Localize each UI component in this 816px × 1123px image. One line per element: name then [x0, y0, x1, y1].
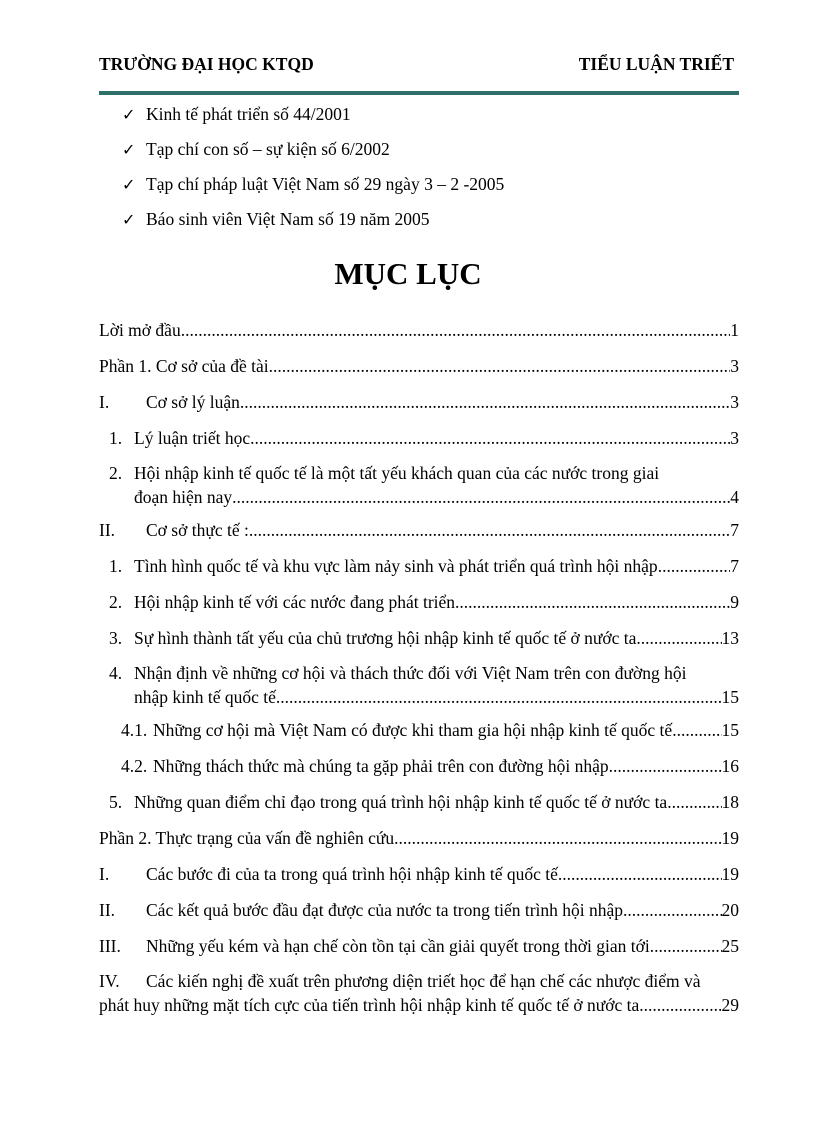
- toc-entry-number: III.: [99, 936, 121, 956]
- toc-entry-text-line1: Hội nhập kinh tế quốc tế là một tất yếu khách quan của các nước trong giai: [134, 463, 660, 483]
- toc-entry-page: 7: [730, 556, 739, 576]
- toc-entry[interactable]: [99, 790, 739, 814]
- reference-text: Báo sinh viên Việt Nam số 19 năm 2005: [146, 209, 430, 229]
- check-icon: ✓: [122, 140, 136, 159]
- reference-list: [122, 102, 504, 242]
- toc-leader: [250, 426, 730, 450]
- toc-entry-text-line1: Nhận định về những cơ hội và thách thức đối với Việt Nam trên con đường hội: [134, 663, 687, 683]
- toc-entry-page: 15: [721, 720, 739, 740]
- toc-leader: [636, 626, 721, 650]
- toc-entry-text: Phần 2. Thực trạng của vấn đề nghiên cứu: [99, 828, 395, 848]
- toc-entry-page: 16: [721, 756, 739, 776]
- toc-entry[interactable]: [99, 661, 739, 709]
- toc-leader: [558, 862, 722, 886]
- toc-entry[interactable]: [99, 826, 739, 850]
- toc-entry-number: 4.: [109, 663, 123, 683]
- toc-entry-text: Những yếu kém và hạn chế còn tồn tại cần giải quyết trong thời gian tới: [146, 936, 650, 956]
- header-divider: [99, 91, 739, 95]
- toc-leader: [623, 898, 721, 922]
- toc-entry[interactable]: [99, 934, 739, 958]
- toc-entry-text: Lý luận triết học: [134, 428, 251, 448]
- toc-leader: [609, 754, 722, 778]
- check-icon: ✓: [122, 105, 136, 124]
- reference-item: [122, 172, 504, 207]
- toc-entry-text: Sự hình thành tất yếu của chủ trương hội nhập kinh tế quốc tế ở nước ta: [134, 628, 637, 648]
- toc-leader: [455, 590, 730, 614]
- toc-entry-text: Tình hình quốc tế và khu vực làm nảy sinh và phát triển quá trình hội nhập: [134, 556, 658, 576]
- toc-entry-page: 4: [730, 487, 739, 507]
- toc-entry-number: II.: [99, 520, 116, 540]
- toc-entry[interactable]: [99, 754, 739, 778]
- header-doc-title: TIỂU LUẬN TRIẾT: [578, 54, 734, 74]
- toc-entry-page: 7: [730, 520, 739, 540]
- toc-entry[interactable]: [99, 590, 739, 614]
- toc-leader: [667, 790, 721, 814]
- toc-leader: [658, 554, 731, 578]
- toc-entry[interactable]: [99, 718, 739, 742]
- check-icon: ✓: [122, 210, 136, 229]
- header-school-name: TRƯỜNG ĐẠI HỌC KTQD: [99, 54, 314, 74]
- toc-entry-number: 5.: [109, 792, 123, 812]
- toc-entry-page: 29: [721, 995, 739, 1015]
- toc-entry-text: Những cơ hội mà Việt Nam có được khi tham gia hội nhập kinh tế quốc tế: [153, 720, 673, 740]
- toc-entry-number: 1.: [109, 556, 123, 576]
- toc-entry[interactable]: [99, 461, 739, 509]
- reference-text: Tạp chí pháp luật Việt Nam số 29 ngày 3 – 2 -2005: [146, 174, 505, 194]
- reference-text: Kinh tế phát triển số 44/2001: [146, 104, 351, 124]
- toc-leader: [650, 934, 722, 958]
- toc-entry[interactable]: [99, 898, 739, 922]
- toc-entry-page: 19: [721, 828, 739, 848]
- toc-entry-text: Những quan điểm chỉ đạo trong quá trình hội nhập kinh tế quốc tế ở nước ta: [134, 792, 668, 812]
- toc-entry-page: 18: [721, 792, 739, 812]
- toc-entry[interactable]: [99, 390, 739, 414]
- toc-leader: [639, 993, 721, 1017]
- toc-entry-text: Lời mở đầu: [99, 320, 181, 340]
- reference-item: [122, 102, 504, 137]
- toc-entry-text: đoạn hiện nay: [134, 487, 233, 507]
- toc-entry-number: I.: [99, 864, 110, 884]
- toc-entry-page: 3: [730, 356, 739, 376]
- toc-leader: [269, 354, 731, 378]
- toc-entry-number: 2.: [109, 592, 123, 612]
- reference-text: Tạp chí con số – sự kiện số 6/2002: [146, 139, 390, 159]
- toc-entry[interactable]: [99, 318, 739, 342]
- toc-entry-number: 2.: [109, 463, 123, 483]
- toc-entry-number: 4.2.: [121, 756, 148, 776]
- toc-entry[interactable]: [99, 862, 739, 886]
- reference-item: [122, 137, 504, 172]
- reference-item: [122, 207, 504, 242]
- toc-entry-text: Cơ sở lý luận: [146, 392, 240, 412]
- check-icon: ✓: [122, 175, 136, 194]
- toc-entry[interactable]: [99, 518, 739, 542]
- toc-entry-number: I.: [99, 392, 110, 412]
- toc-entry-page: 13: [721, 628, 739, 648]
- toc-leader: [249, 518, 730, 542]
- toc-entry-number: IV.: [99, 971, 120, 991]
- toc-entry-page: 25: [721, 936, 739, 956]
- toc-entry[interactable]: [99, 969, 739, 1017]
- toc-leader: [181, 318, 731, 342]
- toc-entry[interactable]: [99, 426, 739, 450]
- toc-entry-number: 3.: [109, 628, 123, 648]
- toc-entry[interactable]: [99, 626, 739, 650]
- toc-entry-number: 4.1.: [121, 720, 148, 740]
- toc-entry-text-line1: Các kiến nghị đề xuất trên phương diện triết học để hạn chế các nhược điểm và: [146, 971, 701, 991]
- toc-leader: [240, 390, 730, 414]
- toc-entry-text: Hội nhập kinh tế với các nước đang phát triển: [134, 592, 456, 612]
- toc-entry-page: 3: [730, 428, 739, 448]
- toc-title: MỤC LỤC: [334, 256, 482, 291]
- toc-entry-text: nhập kinh tế quốc tế.: [134, 687, 281, 707]
- toc-entry-text: Các kết quả bước đầu đạt được của nước ta trong tiến trình hội nhập: [146, 900, 624, 920]
- toc-entry-page: 15: [721, 687, 739, 707]
- toc-entry-text: phát huy những mặt tích cực của tiến trình hội nhập kinh tế quốc tế ở nước ta: [99, 995, 640, 1015]
- toc-entry[interactable]: [99, 554, 739, 578]
- toc-entry-page: 20: [721, 900, 739, 920]
- toc-leader: [232, 485, 730, 509]
- toc-entry-text: Các bước đi của ta trong quá trình hội nhập kinh tế quốc tế: [146, 864, 558, 884]
- toc-entry-number: II.: [99, 900, 116, 920]
- toc-entry-text: Phần 1. Cơ sở của đề tài: [99, 356, 269, 376]
- toc-leader: [394, 826, 721, 850]
- toc-entry-page: 19: [721, 864, 739, 884]
- toc-leader: [280, 685, 721, 709]
- toc-entry[interactable]: [99, 354, 739, 378]
- toc-entry-number: 1.: [109, 428, 123, 448]
- toc-entry-page: 1: [730, 320, 739, 340]
- toc-entry-page: 3: [730, 392, 739, 412]
- toc-entry-text: Cơ sở thực tế :: [146, 520, 249, 540]
- toc-entry-text: Những thách thức mà chúng ta gặp phải trên con đường hội nhập: [153, 756, 609, 776]
- toc-leader: [672, 718, 721, 742]
- toc-entry-page: 9: [730, 592, 739, 612]
